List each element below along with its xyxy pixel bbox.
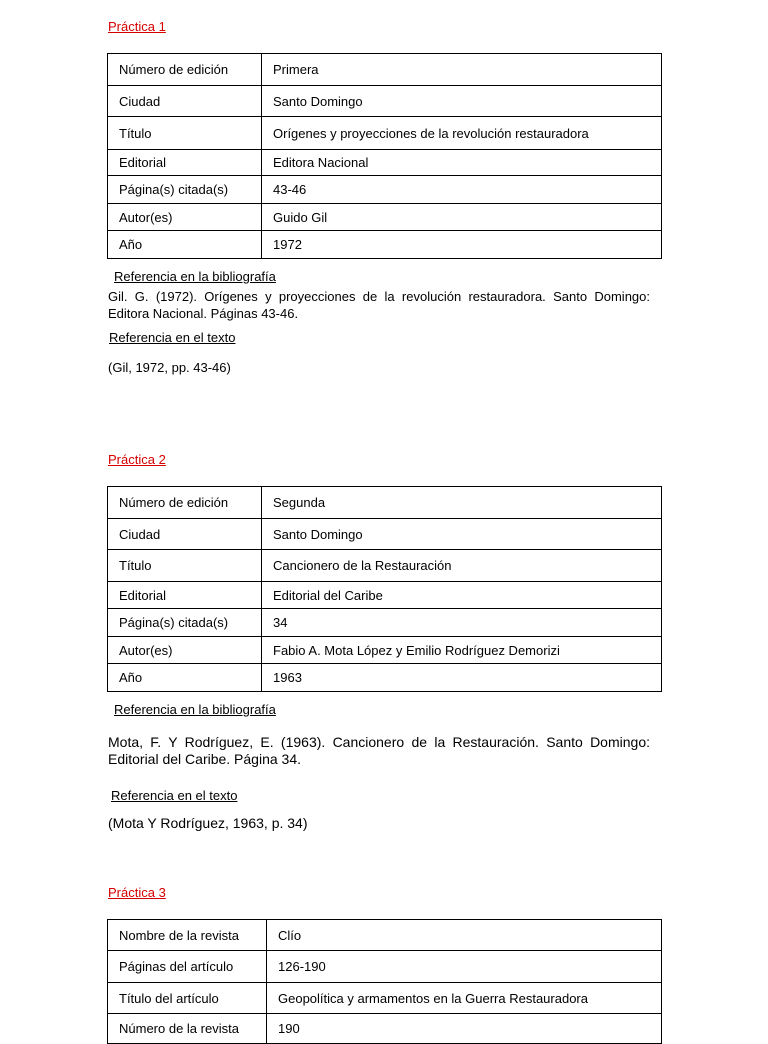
practica-1-title: Práctica 1 xyxy=(108,19,166,34)
row-value: Santo Domingo xyxy=(262,86,662,117)
table-row xyxy=(108,117,662,150)
row-label: Año xyxy=(108,231,262,259)
table-row xyxy=(108,231,662,259)
row-value: Guido Gil xyxy=(262,204,662,231)
table-row xyxy=(108,664,662,692)
table-row xyxy=(108,54,662,86)
row-label: Ciudad xyxy=(108,86,262,117)
practica-1-text-citation: (Gil, 1972, pp. 43-46) xyxy=(108,360,231,375)
table-row xyxy=(108,983,662,1014)
row-label: Título del artículo xyxy=(108,983,267,1014)
row-label: Autor(es) xyxy=(108,637,262,664)
row-label: Número de edición xyxy=(108,487,262,519)
row-value: Editora Nacional xyxy=(262,150,662,176)
row-label: Número de la revista xyxy=(108,1014,267,1044)
practica-3-title: Práctica 3 xyxy=(108,885,166,900)
practica-2-bib-text: Mota, F. Y Rodríguez, E. (1963). Cancionero de la Restauración. Santo Domingo: Editorial del Caribe. Página 34. xyxy=(108,734,650,767)
practica-1-bib-heading: Referencia en la bibliografía xyxy=(114,269,276,284)
table-row xyxy=(108,86,662,117)
row-label: Editorial xyxy=(108,582,262,609)
row-value: 1972 xyxy=(262,231,662,259)
row-value: Clío xyxy=(267,920,662,951)
practica-2-text-heading: Referencia en el texto xyxy=(111,788,238,803)
row-label: Autor(es) xyxy=(108,204,262,231)
row-label: Editorial xyxy=(108,150,262,176)
row-value: Editorial del Caribe xyxy=(262,582,662,609)
row-label: Páginas del artículo xyxy=(108,951,267,983)
row-value: Geopolítica y armamentos en la Guerra Restauradora xyxy=(267,983,662,1014)
table-row xyxy=(108,519,662,550)
practica-2-table xyxy=(107,486,662,692)
table-row xyxy=(108,1014,662,1044)
table-row xyxy=(108,951,662,983)
practica-1-bib-text: Gil. G. (1972). Orígenes y proyecciones de la revolución restauradora. Santo Domingo: Editora Nacional. Páginas 43-46. xyxy=(108,289,650,321)
row-value: 190 xyxy=(267,1014,662,1044)
table-row xyxy=(108,609,662,637)
table-row xyxy=(108,920,662,951)
row-value: 34 xyxy=(262,609,662,637)
row-label: Nombre de la revista xyxy=(108,920,267,951)
row-value: Segunda xyxy=(262,487,662,519)
table-row xyxy=(108,487,662,519)
practica-1-table xyxy=(107,53,662,259)
table-row xyxy=(108,637,662,664)
table-row xyxy=(108,582,662,609)
table-row xyxy=(108,550,662,582)
row-label: Año xyxy=(108,664,262,692)
table-row xyxy=(108,204,662,231)
row-value: Cancionero de la Restauración xyxy=(262,550,662,582)
row-label: Número de edición xyxy=(108,54,262,86)
practica-3-table xyxy=(107,919,662,1044)
row-value: Orígenes y proyecciones de la revolución restauradora xyxy=(262,117,662,150)
practica-2-bib-heading: Referencia en la bibliografía xyxy=(114,702,276,717)
row-value: 1963 xyxy=(262,664,662,692)
row-value: 43-46 xyxy=(262,176,662,204)
practica-2-text-citation: (Mota Y Rodríguez, 1963, p. 34) xyxy=(108,815,308,831)
row-value: Primera xyxy=(262,54,662,86)
row-label: Ciudad xyxy=(108,519,262,550)
row-label: Página(s) citada(s) xyxy=(108,176,262,204)
row-label: Página(s) citada(s) xyxy=(108,609,262,637)
row-label: Título xyxy=(108,117,262,150)
row-value: 126-190 xyxy=(267,951,662,983)
practica-2-title: Práctica 2 xyxy=(108,452,166,467)
table-row xyxy=(108,150,662,176)
practica-1-text-heading: Referencia en el texto xyxy=(109,330,236,345)
row-label: Título xyxy=(108,550,262,582)
row-value: Fabio A. Mota López y Emilio Rodríguez Demorizi xyxy=(262,637,662,664)
row-value: Santo Domingo xyxy=(262,519,662,550)
table-row xyxy=(108,176,662,204)
